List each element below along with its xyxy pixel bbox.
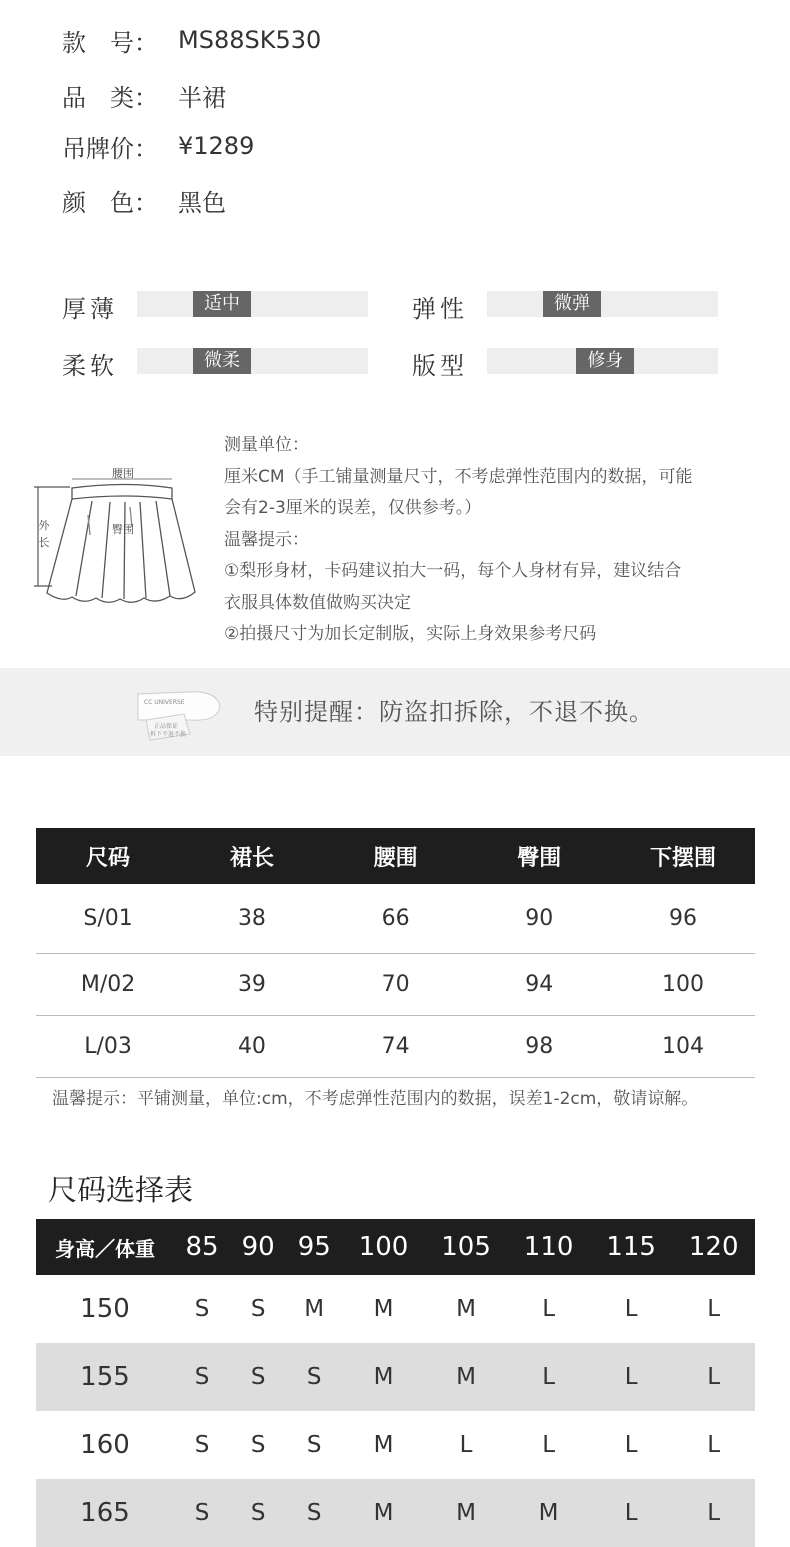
attr-chip-fit: 修身: [576, 348, 634, 374]
size-selection-table: [36, 1219, 755, 1547]
info-value: 半裙: [178, 83, 226, 112]
attr-chip-softness: 微柔: [193, 348, 251, 374]
selection-cell: M: [425, 1479, 508, 1547]
selection-header-cell: 身高／体重: [36, 1219, 174, 1275]
table-row: [36, 1343, 755, 1411]
table-row: [36, 1016, 755, 1078]
size-cell: 38: [180, 884, 324, 954]
selection-cell: S: [250, 1296, 266, 1322]
selection-cell: L: [590, 1479, 673, 1547]
selection-header-cell: 95: [286, 1219, 342, 1275]
selection-header-cell: 105: [425, 1219, 508, 1275]
tag-line-2: 正品保证: [154, 723, 179, 730]
selection-cell: L: [542, 1296, 556, 1322]
table-row: [36, 1479, 755, 1547]
selection-cell: M: [373, 1432, 394, 1458]
attr-label-fit: 版型: [412, 352, 468, 380]
note-line: ②拍摄尺寸为加长定制版，实际上身效果参考尺码: [224, 624, 597, 644]
selection-cell: L: [624, 1296, 638, 1322]
size-table-header-cell: 下摆围: [611, 828, 755, 884]
selection-cell: L: [507, 1343, 590, 1411]
info-key: 颜 色：: [62, 188, 158, 217]
info-row-style-no: [62, 20, 321, 60]
size-table-header-cell: 腰围: [324, 828, 468, 884]
note-line: 衣服具体数值做购买决定: [224, 593, 411, 613]
attr-label-softness: 柔软: [62, 352, 118, 380]
size-cell: 100: [611, 954, 755, 1016]
table-row: [36, 1411, 755, 1479]
size-cell: 94: [467, 954, 611, 1016]
selection-cell: S: [306, 1432, 322, 1458]
tag-line-3: 拆下不退不换: [150, 731, 187, 738]
security-tag-icon: [128, 684, 228, 744]
size-cell: M/02: [36, 954, 180, 1016]
selection-cell: L: [590, 1343, 673, 1411]
attr-chip-thickness: 适中: [193, 291, 251, 317]
note-line: 会有2-3厘米的误差，仅供参考。）: [224, 498, 482, 518]
diagram-waist-label: 腰围: [112, 467, 134, 480]
selection-cell: L: [542, 1432, 556, 1458]
size-table-header-cell: 裙长: [180, 828, 324, 884]
size-table-header-cell: 臀围: [467, 828, 611, 884]
diagram-length-label-1: 外: [38, 519, 50, 532]
attr-bar-fit: [487, 348, 718, 374]
height-cell: 155: [36, 1343, 174, 1411]
selection-cell: L: [707, 1432, 721, 1458]
height-cell: 160: [80, 1430, 130, 1460]
attr-bar-softness: [137, 348, 368, 374]
selection-cell: M: [342, 1479, 425, 1547]
selection-header-cell: 100: [342, 1219, 425, 1275]
selection-cell: S: [174, 1479, 230, 1547]
reminder-text: 特别提醒：防盗扣拆除，不退不换。: [254, 698, 654, 726]
info-key: 品 类：: [62, 83, 158, 112]
info-key: 款 号：: [62, 28, 158, 57]
selection-header-cell: 115: [590, 1219, 673, 1275]
selection-cell: S: [286, 1343, 342, 1411]
info-row-category: [62, 75, 226, 115]
selection-cell: S: [230, 1479, 286, 1547]
info-row-price: [62, 126, 254, 166]
info-value: ¥1289: [178, 132, 255, 160]
selection-header-cell: 120: [672, 1219, 755, 1275]
size-cell: 96: [611, 884, 755, 954]
selection-cell: S: [250, 1432, 266, 1458]
info-row-color: [62, 180, 226, 220]
table-row: [36, 884, 755, 954]
selection-header-cell: 85: [174, 1219, 230, 1275]
size-table-header: [36, 828, 755, 884]
selection-cell: L: [459, 1432, 473, 1458]
selection-cell: M: [373, 1296, 394, 1322]
attr-bar-elasticity: [487, 291, 718, 317]
skirt-measurement-diagram: [30, 455, 210, 620]
height-cell: 150: [80, 1294, 130, 1324]
attr-chip-elasticity: 微弹: [543, 291, 601, 317]
selection-cell: M: [342, 1343, 425, 1411]
selection-header-cell: 90: [230, 1219, 286, 1275]
height-cell: 165: [36, 1479, 174, 1547]
size-cell: 74: [324, 1016, 468, 1078]
selection-cell: L: [672, 1343, 755, 1411]
attr-label-elasticity: 弹性: [412, 295, 468, 323]
note-line: 厘米CM（手工铺量测量尺寸，不考虑弹性范围内的数据，可能: [224, 467, 693, 487]
selection-header-cell: 110: [507, 1219, 590, 1275]
selection-cell: L: [624, 1432, 638, 1458]
selection-cell: S: [194, 1296, 210, 1322]
selection-cell: M: [304, 1296, 325, 1322]
attr-label-thickness: 厚薄: [62, 295, 118, 323]
info-key: 吊牌价：: [62, 134, 158, 163]
selection-cell: S: [174, 1343, 230, 1411]
size-selection-title: 尺码选择表: [48, 1173, 194, 1207]
size-cell: 104: [611, 1016, 755, 1078]
table-row: [36, 1275, 755, 1343]
selection-cell: M: [507, 1479, 590, 1547]
note-line: 测量单位：: [224, 435, 309, 455]
size-cell: S/01: [36, 884, 180, 954]
diagram-hip-label: 臀围: [112, 523, 134, 536]
selection-cell: S: [230, 1343, 286, 1411]
size-cell: 66: [324, 884, 468, 954]
size-cell: 40: [180, 1016, 324, 1078]
tag-line-1: CC UNIVERSE: [144, 699, 185, 706]
info-value: MS88SK530: [178, 26, 322, 54]
size-table-tip: 温馨提示：平铺测量，单位:cm，不考虑弹性范围内的数据，误差1-2cm，敬请谅解。: [52, 1089, 699, 1109]
size-cell: L/03: [36, 1016, 180, 1078]
selection-cell: L: [672, 1479, 755, 1547]
selection-cell: L: [707, 1296, 721, 1322]
anti-theft-reminder-band: [0, 668, 790, 756]
selection-cell: S: [194, 1432, 210, 1458]
attr-bar-thickness: [137, 291, 368, 317]
note-line: 温馨提示：: [224, 530, 309, 550]
table-row: [36, 954, 755, 1016]
size-cell: 98: [467, 1016, 611, 1078]
size-cell: 70: [324, 954, 468, 1016]
size-cell: 39: [180, 954, 324, 1016]
size-cell: 90: [467, 884, 611, 954]
selection-cell: S: [286, 1479, 342, 1547]
size-table: [36, 828, 755, 1078]
selection-cell: M: [425, 1343, 508, 1411]
size-table-header-cell: 尺码: [36, 828, 180, 884]
note-line: ①梨形身材，卡码建议拍大一码，每个人身材有异，建议结合: [224, 561, 682, 581]
selection-header: [36, 1219, 755, 1275]
selection-cell: M: [456, 1296, 476, 1322]
info-value: 黑色: [178, 188, 226, 217]
diagram-length-label-2: 长: [38, 536, 50, 549]
